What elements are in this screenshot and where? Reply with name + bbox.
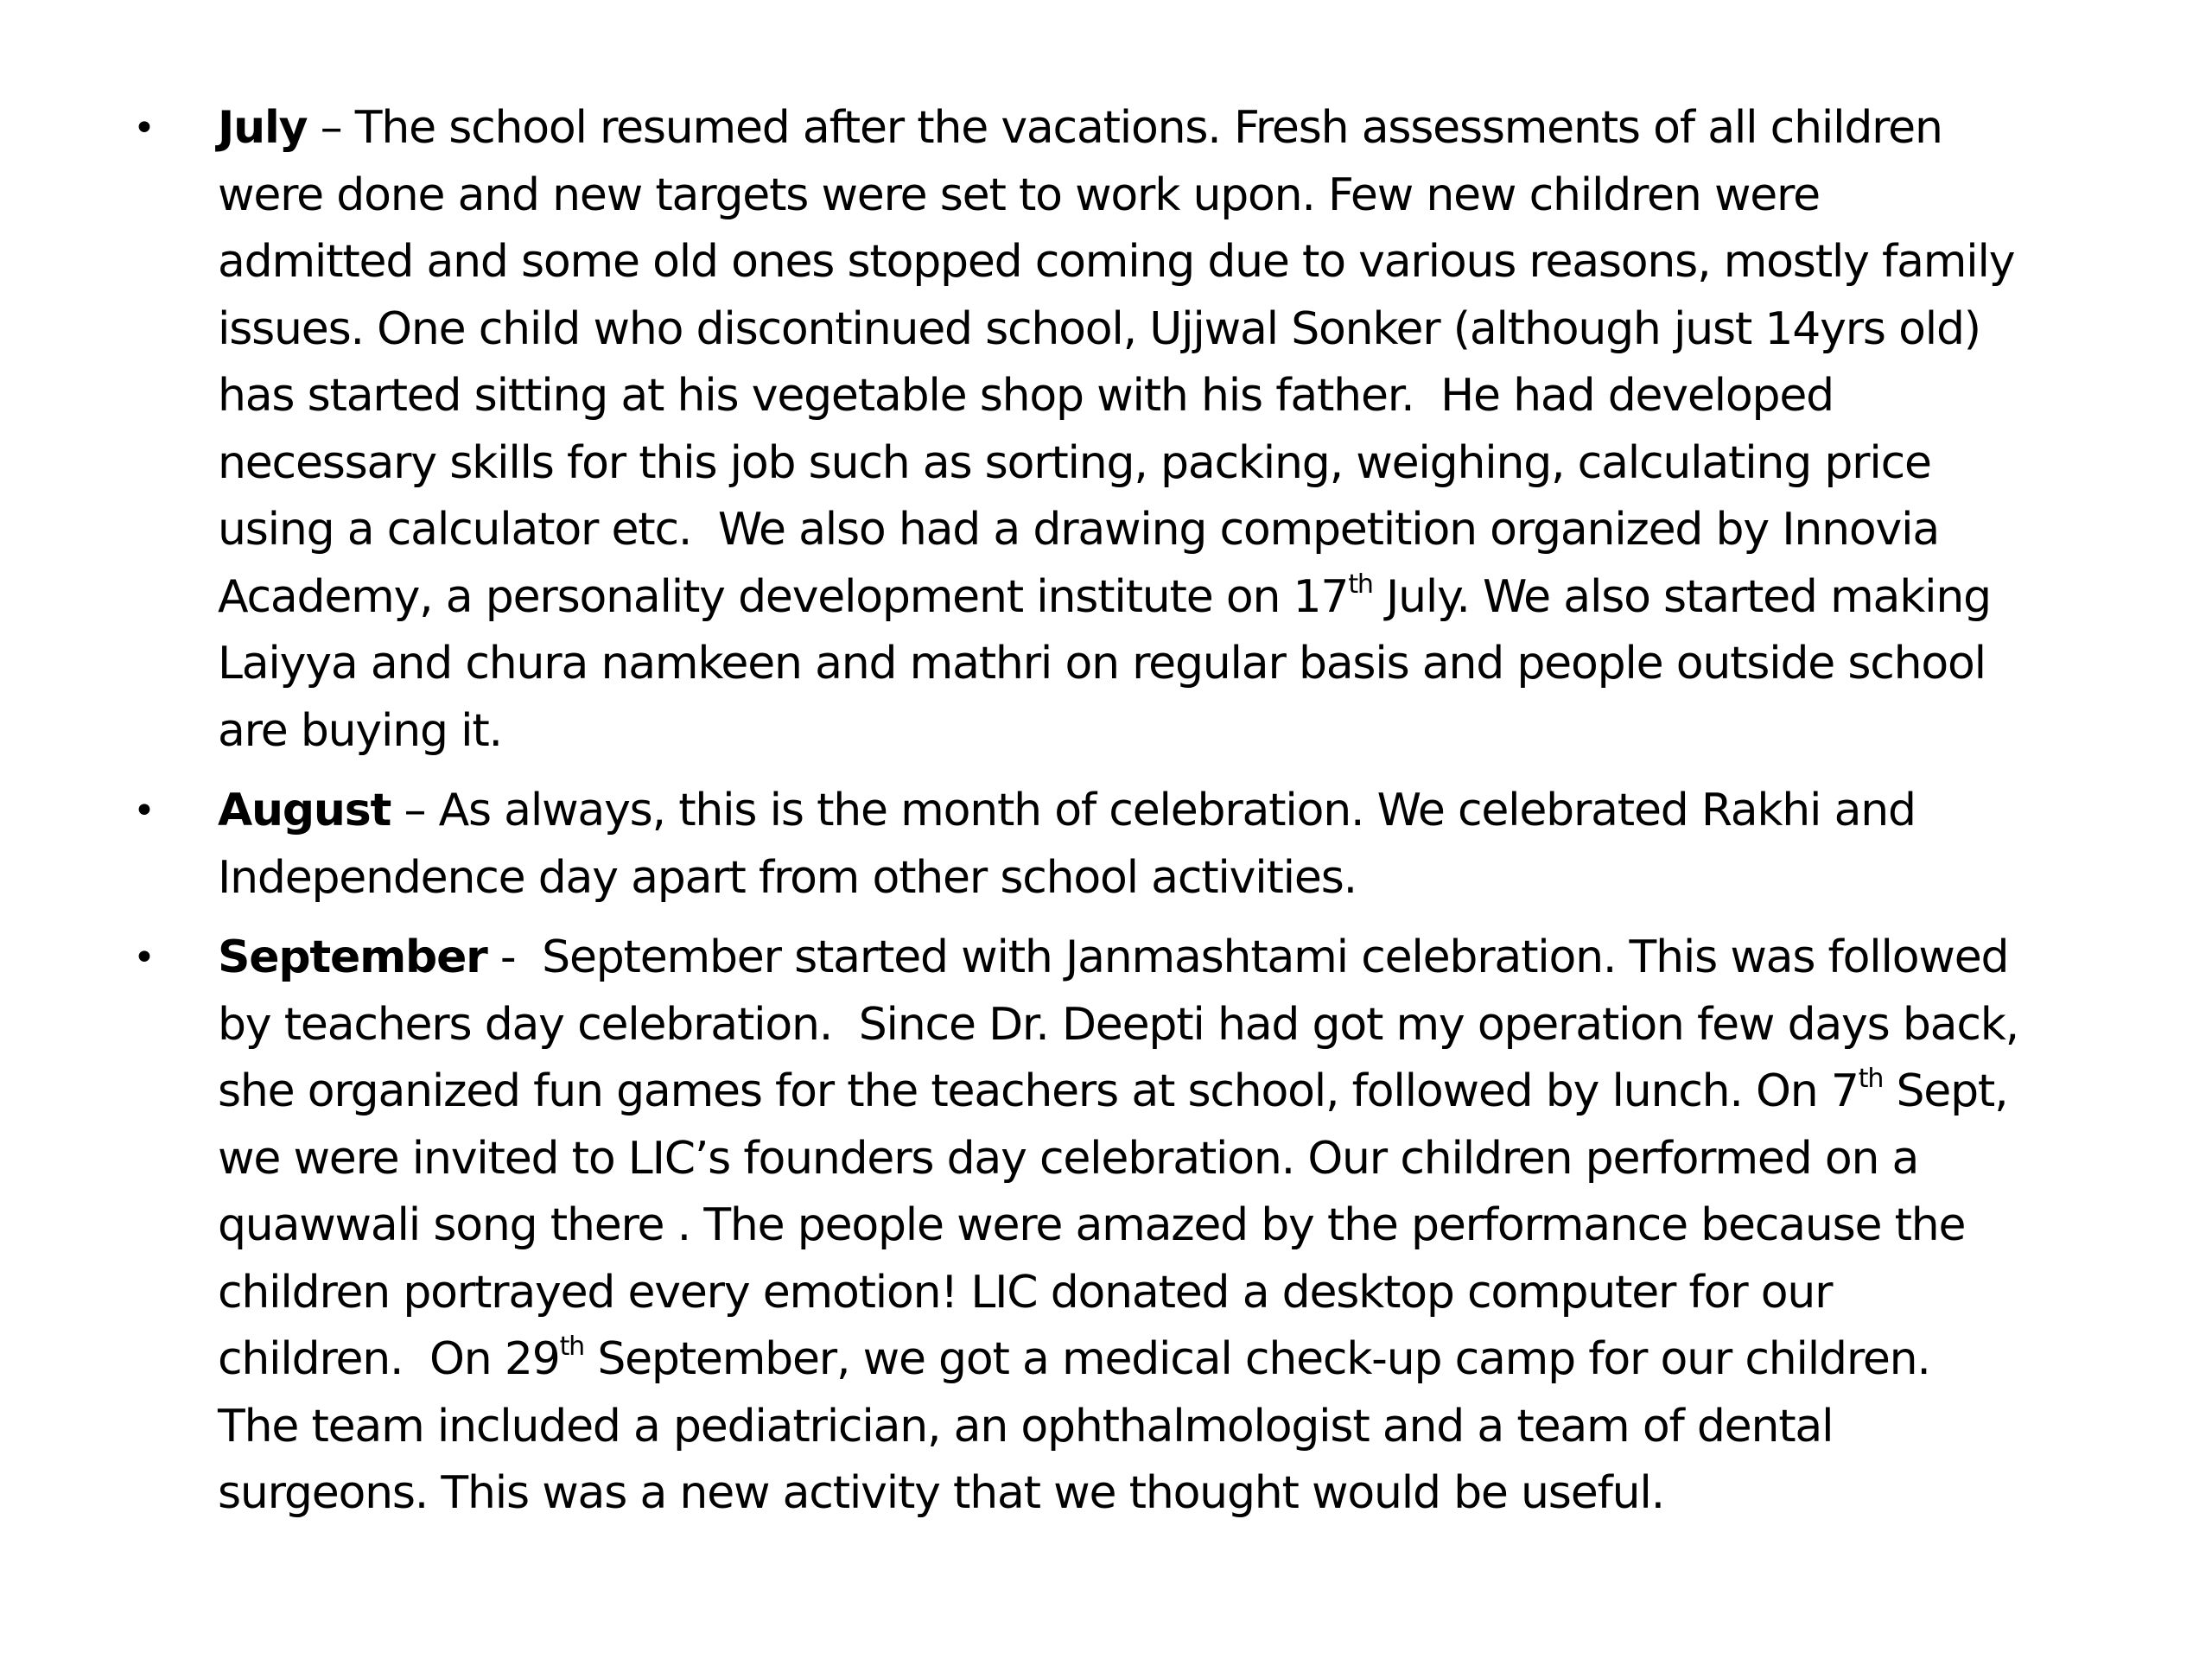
text-line: quawwali song there . The people were amazed by the performance because the	[218, 1199, 1966, 1251]
text-line: September - September started with Janmashtami celebration. This was followed	[218, 931, 2009, 983]
text-line: we were invited to LIC’s founders day celebration. Our children performed on a	[218, 1132, 1919, 1185]
text-line: children. On 29th September, we got a medical check-up camp for our children.	[218, 1332, 1930, 1385]
bullet-icon: •	[133, 789, 155, 833]
text-line: surgeons. This was a new activity that we thought would be useful.	[218, 1467, 1664, 1519]
bullet-icon: •	[133, 106, 155, 150]
ordinal-suffix: th	[559, 1332, 584, 1362]
text-line: Academy, a personality development institute on 17th July. We also started making	[218, 569, 1991, 623]
text-line: has started sitting at his vegetable shop with his father. He had developed	[218, 370, 1834, 422]
text-line: necessary skills for this job such as sorting, packing, weighing, calculating price	[218, 436, 1931, 489]
text-line: using a calculator etc. We also had a drawing competition organized by Innovia	[218, 504, 1940, 556]
text-line: The team included a pediatrician, an ophthalmologist and a team of dental	[218, 1400, 1834, 1452]
text-line: she organized fun games for the teachers at school, followed by lunch. On 7th Sept,	[218, 1064, 2008, 1117]
ordinal-suffix: th	[1348, 569, 1373, 600]
list-item-july	[121, 95, 2126, 765]
text-line: August – As always, this is the month of celebration. We celebrated Rakhi and	[218, 785, 1916, 836]
ordinal-suffix: th	[1858, 1064, 1884, 1094]
text-line: admitted and some old ones stopped coming due to various reasons, mostly family	[218, 236, 2015, 288]
text-line: July – The school resumed after the vacations. Fresh assessments of all children	[218, 102, 1942, 154]
list-item-august	[121, 778, 2126, 912]
list-item-september	[121, 925, 2126, 1528]
month-heading: August	[218, 785, 391, 836]
text-line: were done and new targets were set to work upon. Few new children were	[218, 168, 1820, 221]
text-line: issues. One child who discontinued school, Ujjwal Sonker (although just 14yrs old)	[218, 302, 1980, 355]
bullet-list	[121, 95, 2126, 1541]
text-line: are buying it.	[218, 704, 502, 757]
text-line: Independence day apart from other school activities.	[218, 851, 1357, 904]
bullet-icon: •	[133, 936, 155, 980]
month-heading: July	[218, 102, 308, 154]
text-line: by teachers day celebration. Since Dr. Deepti had got my operation few days back,	[218, 998, 2018, 1051]
month-heading: September	[218, 931, 487, 983]
text-line: Laiyya and chura namkeen and mathri on regular basis and people outside school	[218, 638, 1986, 690]
text-line: children portrayed every emotion! LIC donated a desktop computer for our	[218, 1266, 1833, 1319]
